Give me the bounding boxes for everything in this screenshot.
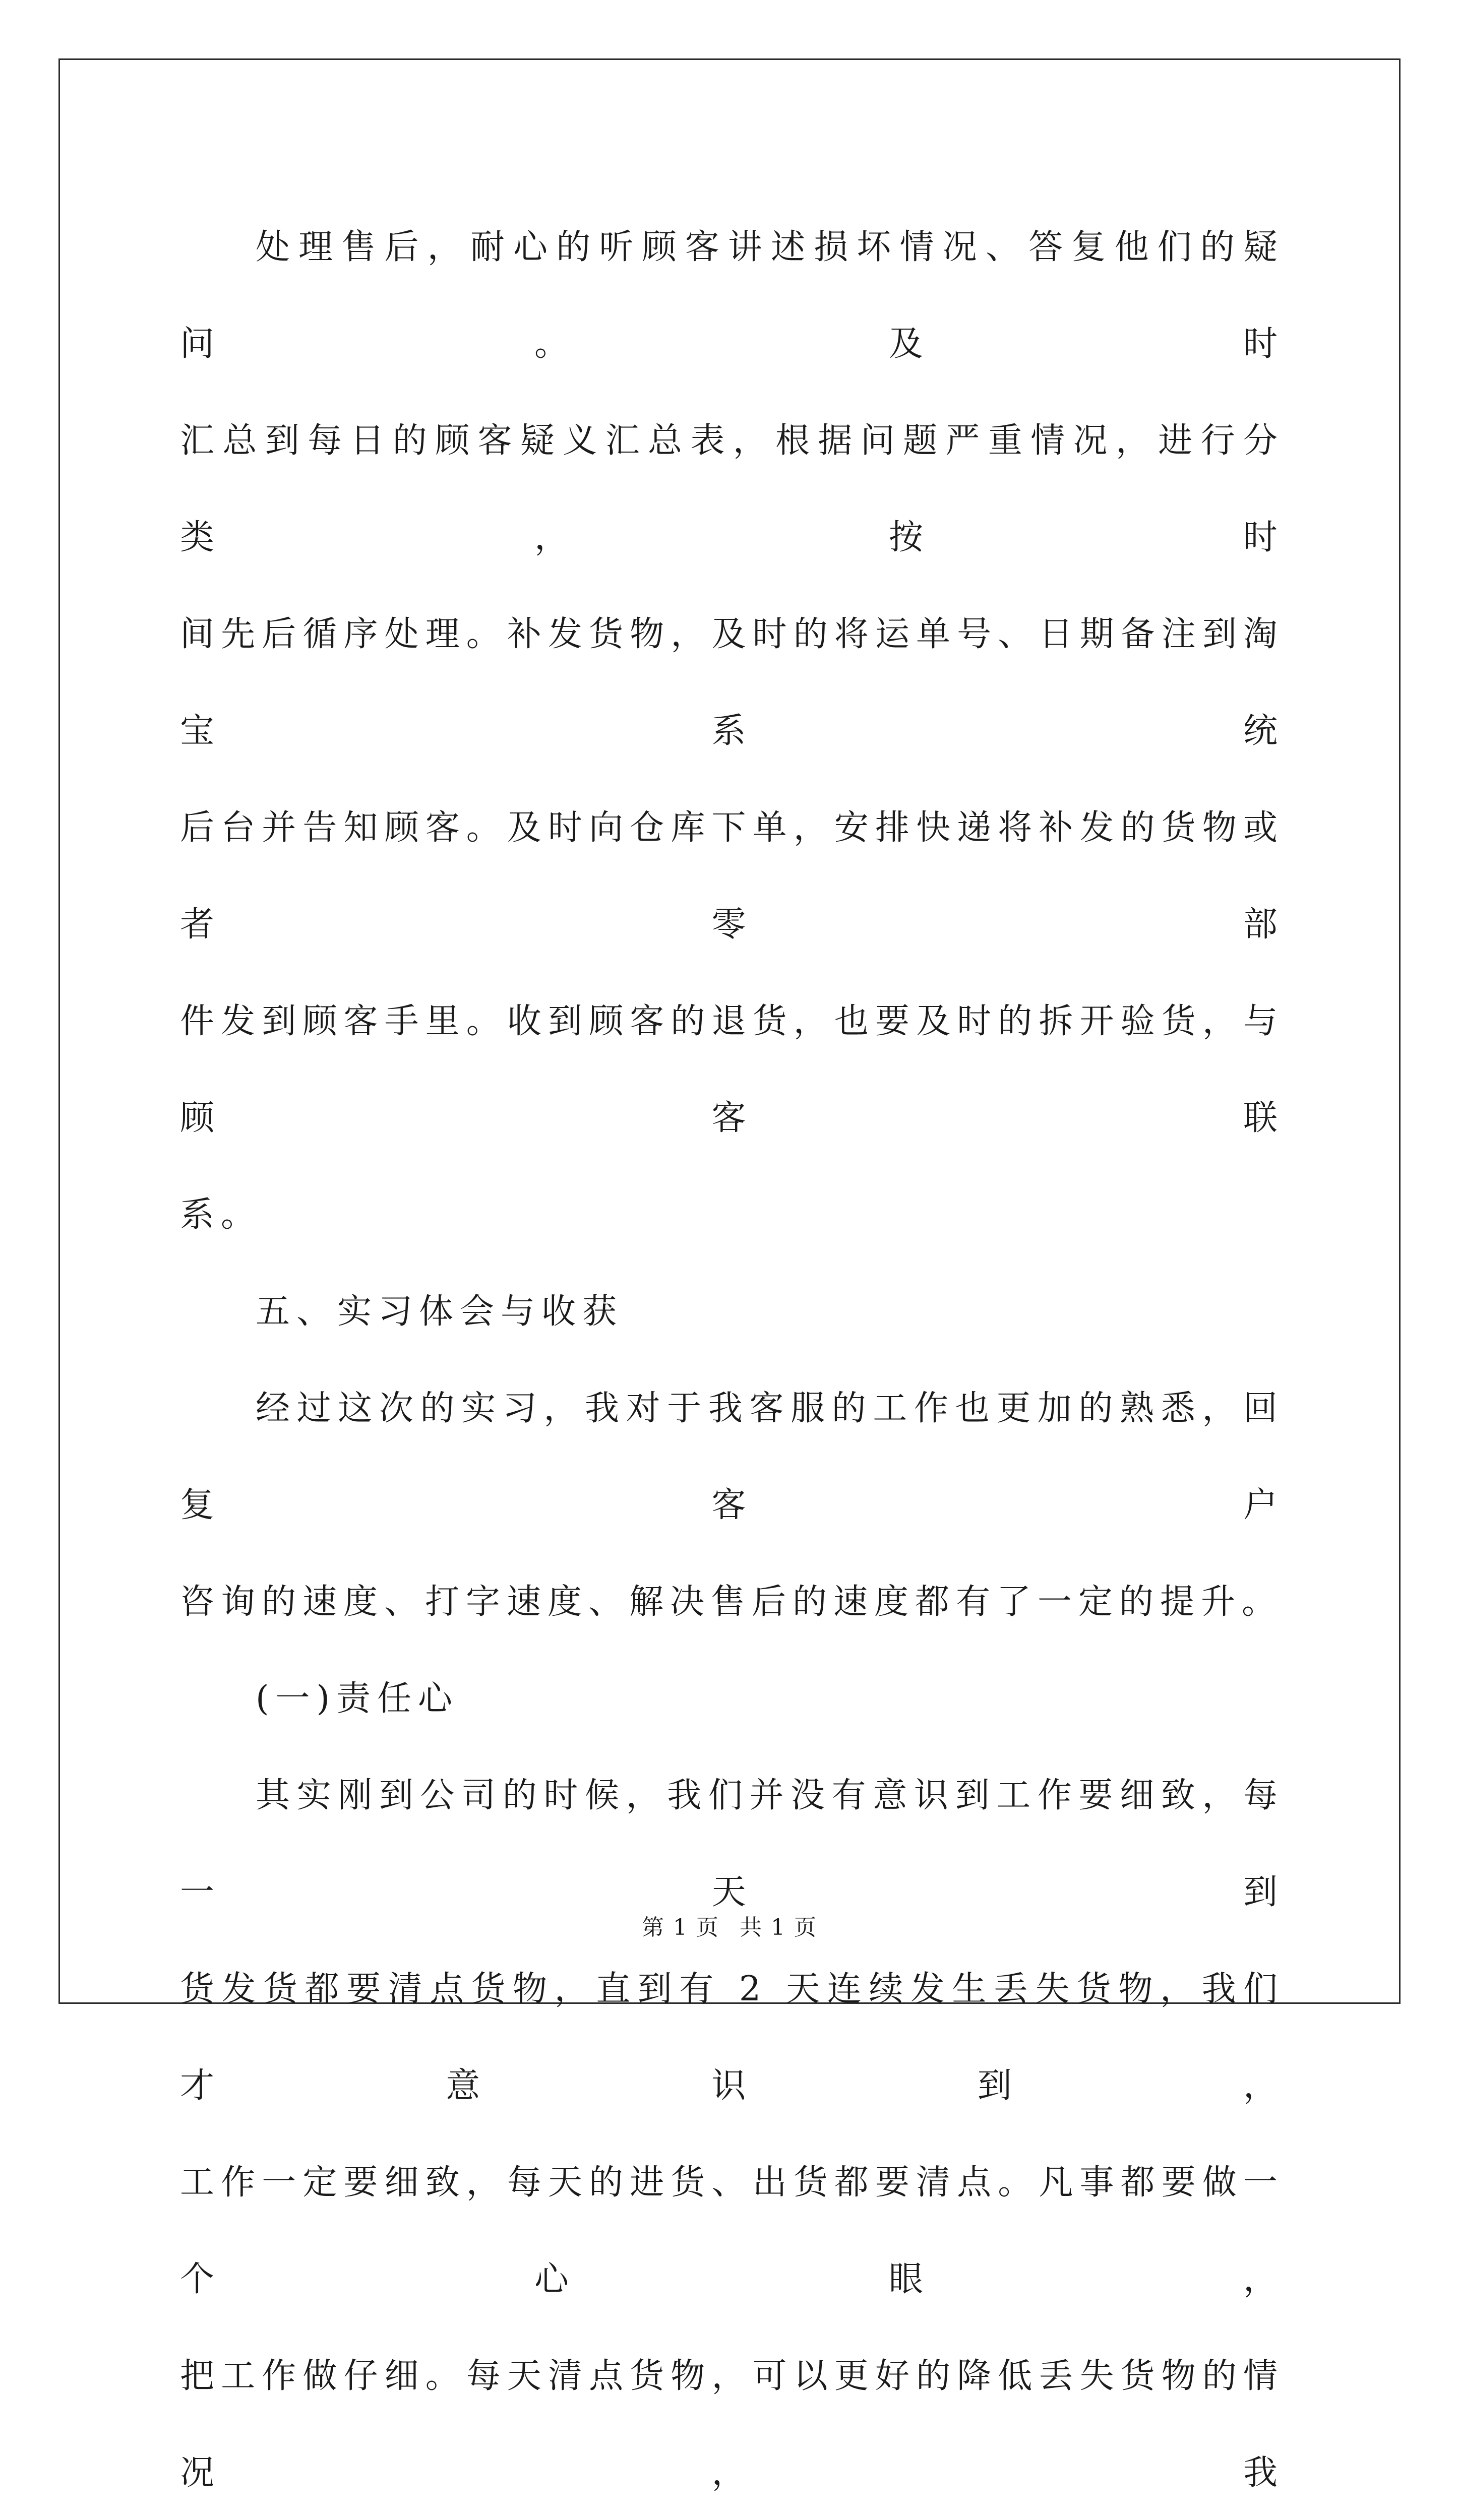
text-line: 处理售后，耐心的听顾客讲述损坏情况、答复他们的疑问。及时 bbox=[180, 227, 1284, 364]
page-number-total: 共 1 页 bbox=[740, 1915, 817, 1940]
text-line: 系。 bbox=[180, 1195, 262, 1235]
section-heading: 五、实习体会与收获 bbox=[256, 1292, 624, 1332]
text-line: 后台并告知顾客。及时向仓库下单，安排快递将补发的货物或者零部 bbox=[180, 808, 1284, 944]
paragraph-after-sales bbox=[180, 199, 1284, 1264]
subsection-heading: (一)责任心 bbox=[256, 1679, 459, 1719]
page-number-current: 第 1 页 bbox=[642, 1915, 719, 1940]
text-line: 汇总到每日的顾客疑义汇总表，根据问题严重情况，进行分类，按时 bbox=[180, 421, 1284, 557]
text-line: 咨询的速度、打字速度、解决售后的速度都有了一定的提升。 bbox=[180, 1582, 1283, 1622]
text-line: 其实刚到公司的时候，我们并没有意识到工作要细致，每一天到 bbox=[180, 1776, 1284, 1912]
text-line: 货发货都要清点货物，直到有 2 天连续发生丢失货物，我们才意识到， bbox=[180, 1969, 1284, 2106]
page-footer bbox=[0, 1909, 1459, 1941]
paragraph-responsibility bbox=[180, 1747, 1284, 2520]
paragraph-summary bbox=[180, 1360, 1284, 1651]
text-line: 工作一定要细致，每天的进货、出货都要清点。凡事都要做一个心眼， bbox=[180, 2163, 1284, 2299]
text-line: 经过这次的实习，我对于我客服的工作也更加的熟悉，回复客户 bbox=[180, 1389, 1284, 1525]
text-line: 间先后循序处理。补发货物，及时的将运单号、日期备注到淘宝系统 bbox=[180, 614, 1284, 751]
text-line: 把工作做仔细。每天清点货物，可以更好的降低丢失货物的情况，我 bbox=[180, 2356, 1284, 2493]
text-line: 件发到顾客手里。收到顾客的退货，也要及时的拆开验货，与顾客联 bbox=[180, 1001, 1284, 1138]
document-body bbox=[180, 199, 1284, 2520]
